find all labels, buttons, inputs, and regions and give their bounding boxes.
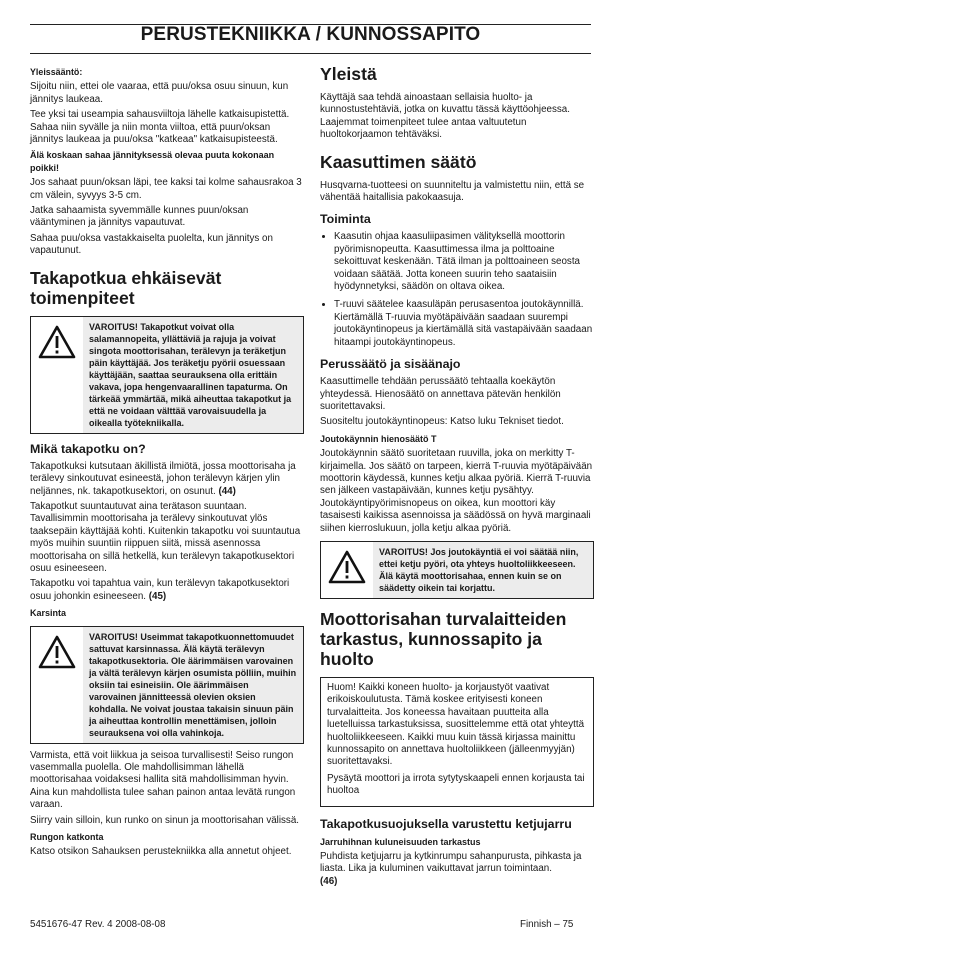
paragraph: Varmista, että voit liikkua ja seisoa turvallisesti! Seiso rungon vasemmalla puolella. Ole mahdollisimman lähellä moottorisahaa voidaksesi hallita sitä mahdollisimman hyvin. Aina kun mahdollista tulee sahan painon antaa levätä rungon varaan. [30, 749, 296, 811]
paragraph: Jos sahaat puun/oksan läpi, tee kaksi tai kolme sahausrakoa 3 cm välein, syvyys 3-5 cm. [30, 177, 302, 201]
section-heading: Moottorisahan turvalaitteiden tarkastus, kunnossapito ja huolto [320, 608, 567, 669]
paragraph [320, 851, 594, 888]
paragraph: Käyttäjä saa tehdä ainoastaan sellaisia huolto- ja kunnostustehtäviä, jotka on kuvattu tässä käyttöohjeessa. Laajemmat toimenpiteet tulee antaa valtuutetun huoltokorjaamon tehtäväksi. [320, 92, 570, 141]
list-item: • Kaasutin ohjaa kaasuliipasimen välityksellä moottorin pyörimisnopeutta. Kaasuttimessa ilma ja polttoaine sekoittuvat keskenään. Tätä ilman ja polttoaineen seosta voidaan säätää. Jotta koneen suurin teho saataisiin hyödynnetyksi, säädön on oltava oikea. [334, 231, 594, 293]
warning-box [30, 626, 304, 744]
right-column [320, 66, 594, 891]
rungon-label: Rungon katkonta [30, 832, 104, 842]
note-box [320, 677, 594, 807]
subsection-heading: Toiminta [320, 212, 371, 227]
paragraph [30, 461, 304, 498]
subsection-heading: Perussäätö ja sisäänajo [320, 357, 461, 372]
paragraph: Joutokäynnin säätö suoritetaan ruuvilla, joka on merkitty T-kirjaimella. Jos säätö on tarpeen, kierrä T-ruuvia myötäpäivään moottorin käydessä, kunnes ketju alkaa pyöriä. Kierrä T-ruuvia sen jälkeen vastapäivään, kunnes ketju pysähtyy. Joutokäyntipyörimisnopeus on oikea, kun moottori käy tasaisesti kaikissa asennoissa ja säädössä on hyvä marginaali siihen kierroslukuun, jolla ketju alkaa pyöriä. [320, 448, 593, 534]
warning-triangle-icon [321, 542, 373, 598]
paragraph: Takapotkut suuntautuvat aina terätason suuntaan. Tavallisimmin moottorisaha ja terälevy sinkoutuvat ylös taaksepäin käyttäjää kohti. Kuitenkin takapotku voi suuntautua myös muihin suuntiin riippuen siitä, missä asennossa moottorisaha on sillä hetkellä, kun terälevyn takapotkusektori osuu esineeseen. [30, 500, 301, 574]
warning-box [30, 316, 304, 434]
left-column [30, 66, 304, 862]
paragraph: Kaasuttimelle tehdään perussäätö tehtaalla koekäytön yhteydessä. Hienosäätö on annettava pätevän henkilön suoritettavaksi. [320, 376, 561, 412]
section-heading: Yleistä [320, 64, 377, 84]
paragraph: Katso otsikon Sahauksen perustekniikka alla annetut ohjeet. [30, 846, 292, 858]
figure-ref: (45) [148, 590, 167, 602]
section-heading: Kaasuttimen säätö [320, 151, 477, 172]
karsinta-label: Karsinta [30, 608, 67, 619]
paragraph: Jatka sahaamista syvemmälle kunnes puun/oksan vääntyminen ja jännitys vapautuvat. [30, 205, 249, 229]
paragraph-text: Takapotkuksi kutsutaan äkillistä ilmiötä, jossa moottorisaha ja terälevy sinkoutuvat esineestä, johon terälevyn kärjen ylin neljännes, nk. takapotkusektori, on osunut. [30, 460, 296, 497]
list-item: • T-ruuvi säätelee kaasuläpän perusasentoa joutokäynnillä. Kiertämällä T-ruuvia myötäpäivään saadaan suurempi joutokäyntinopeus ja kiertämällä sitä vastapäivään saadaan hitaampi joutokäyntinopeus. [334, 299, 594, 349]
paragraph [30, 578, 304, 603]
warning-text: VAROITUS! Useimmat takapotkuonnettomuudet sattuvat karsinnassa. Älä käytä terälevyn takapotkusektoria. Ole äärimmäisen varovainen ja vältä terälevyn kärjen osumista pölliin, muihin oksiin tai esineisiin. Ole äärimmäisen varovainen jännitteessä olevien oksien kohdalla. Ne voivat joustaa takaisin sinuun päin ja aiheuttaa kontrollin menettämisen, jolloin seurauksena voi olla vahinkoja. [83, 627, 303, 743]
paragraph: Sahaa puu/oksa vastakkaiselta puolelta, kun jännitys on vapautunut. [30, 232, 273, 257]
footer-doc-id: 5451676-47 Rev. 4 2008-08-08 [30, 919, 166, 930]
paragraph: Husqvarna-tuotteesi on suunniteltu ja valmistettu niin, että se vähentää haitallisia pakokaasuja. [320, 179, 585, 204]
warning-triangle-icon [31, 317, 83, 433]
subsection-heading: Takapotkusuojuksella varustettu ketjujarru [320, 816, 572, 831]
warning-triangle-icon [31, 627, 83, 743]
warning-box [320, 541, 594, 599]
footer-page-number: Finnish – 75 [520, 919, 574, 930]
figure-ref: (46) [320, 875, 338, 887]
joutokaynnin-label: Joutokäynnin hienosäätö T [320, 433, 437, 444]
figure-ref: (44) [218, 485, 236, 497]
paragraph: Tee yksi tai useampia sahausviiltoja lähelle katkaisupistettä. Sahaa niin syvälle ja niin monta viiltoa, että puun/oksan jännitys laukeaa ja puu/oksa "katkeaa" katkaisupisteestä. [30, 109, 290, 146]
paragraph: Siirry vain silloin, kun runko on sinun ja moottorisahan välissä. [30, 814, 299, 826]
jarruhihnan-label: Jarruhihnan kuluneisuuden tarkastus [320, 836, 481, 847]
note-text: Huom! Kaikki koneen huolto- ja korjaustyöt vaativat erikoiskoulutusta. Tämä koskee erityisesti koneen turvalaitteita. Jos koneessa havaitaan puutteita alla luetelluissa tarkastuksissa, suosittelemme että otat yhteyttä huoltoliikkeeseen. Kaikki muu kuin tässä kirjassa mainittu kunnossapito on annettava huoltoliikkeen (jälleenmyyjän) suoritettavaksi. [327, 681, 585, 768]
paragraph-text: Takapotku voi tapahtua vain, kun terälevyn takapotkusektori osuu johonkin esineeseen. [30, 578, 290, 602]
bold-warning-text: Älä koskaan sahaa jännityksessä olevaa puuta kokonaan poikki! [30, 150, 275, 173]
yleissaanto-label: Yleissääntö: [30, 67, 83, 77]
subsection-heading: Mikä takapotku on? [30, 441, 146, 456]
note-text: Pysäytä moottori ja irrota sytytyskaapeli ennen korjausta tai huoltoa [327, 772, 585, 797]
header-bottom-rule [30, 53, 591, 54]
page-title: PERUSTEKNIIKKA / KUNNOSSAPITO [140, 24, 481, 45]
paragraph: Sijoitu niin, ettei ole vaaraa, että puu/oksa osuu sinuun, kun jännitys laukeaa. [30, 81, 289, 105]
warning-text: VAROITUS! Jos joutokäyntiä ei voi säätää niin, ettei ketju pyöri, ota yhteys huoltoliikkeeseen. Älä käytä moottorisahaa, ennen kuin se on säädetty oikein tai korjattu. [373, 542, 593, 598]
bullet-list [320, 231, 594, 349]
paragraph: Suositeltu joutokäyntinopeus: Katso luku Tekniset tiedot. [320, 416, 564, 428]
section-heading: Takapotkua ehkäisevät toimenpiteet [30, 267, 222, 308]
paragraph-text: Puhdista ketjujarru ja kytkinrumpu sahanpurusta, pihkasta ja liasta. Lika ja kuluminen vaikuttavat jarrun toimintaan. [320, 851, 582, 875]
warning-text: VAROITUS! Takapotkut voivat olla salamannopeita, yllättäviä ja rajuja ja voivat singota moottorisahan, terälevyn ja teräketjun päin käyttäjää. Jos teräketju pyörii osuessaan käyttäjään, saattaa seurauksena olla erittäin vakava, jopa hengenvaarallinen tapaturma. On tärkeää ymmärtää, mikä aiheuttaa takapotkut ja että ne voidaan välttää varovaisuudella ja oikealla työtekniikalla. [83, 317, 303, 433]
